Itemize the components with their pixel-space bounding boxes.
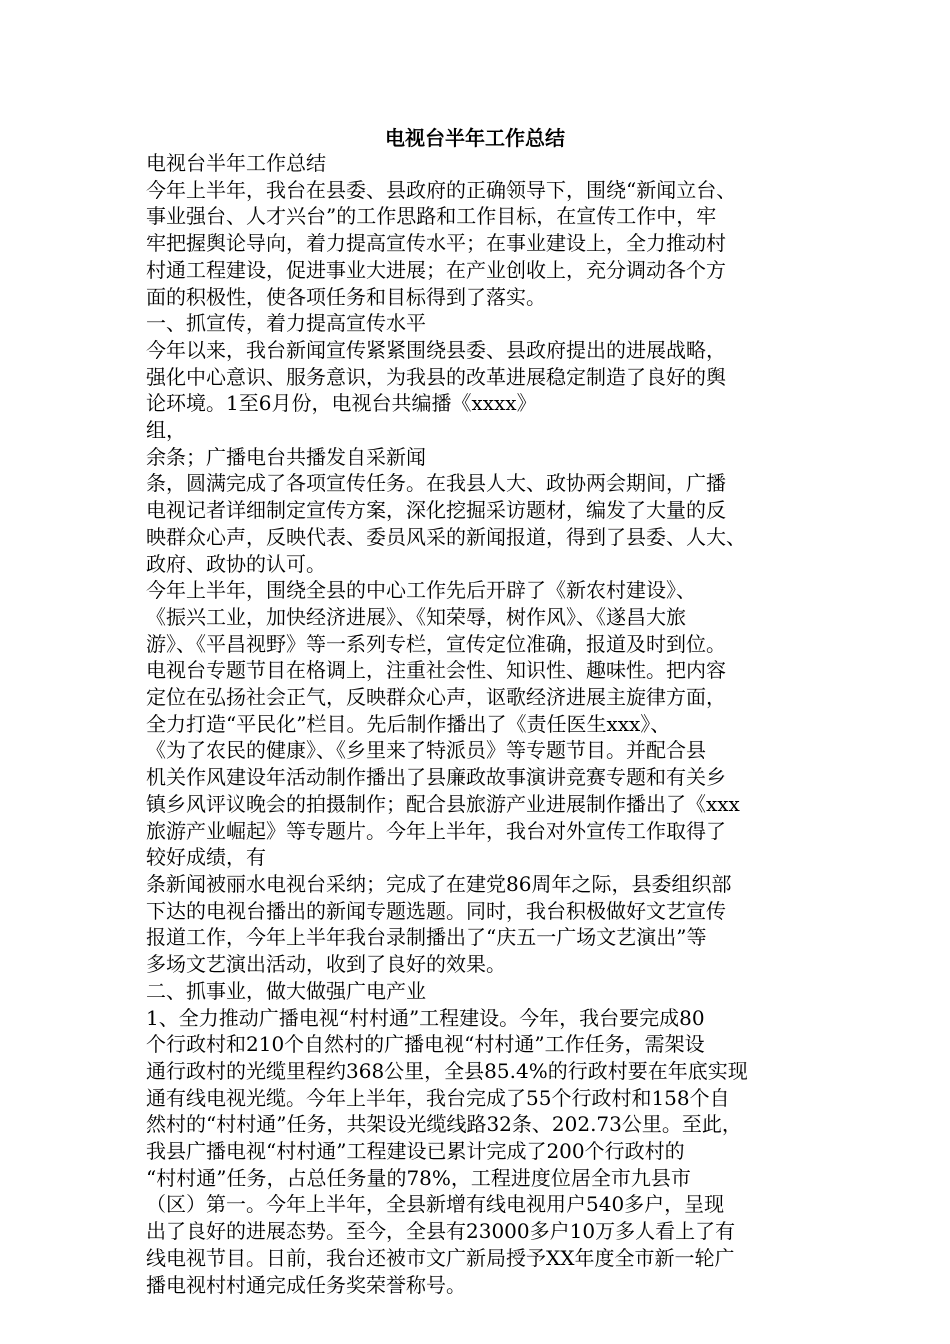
text-line: 今年以来，我台新闻宣传紧紧围绕县委、县政府提出的进展战略，: [146, 337, 726, 362]
text-line: 较好成绩，有: [146, 845, 266, 870]
text-line: 事业强台、人才兴台”的工作思路和工作目标，在宣传工作中，牢: [146, 204, 717, 229]
text-line: 然村的“村村通”任务，共架设光缆线路32条、202.73公里。至此，: [146, 1112, 742, 1137]
paragraph-news-promotion: [146, 337, 826, 417]
paragraph-columns-programs: [146, 577, 826, 871]
text-line: 旅游产业崛起》等专题片。今年上半年，我台对外宣传工作取得了: [146, 818, 726, 843]
text-line: 条新闻被丽水电视台采纳；完成了在建党86周年之际，县委组织部: [146, 871, 732, 896]
paragraph-external-promotion: [146, 871, 826, 978]
text-line: 条，圆满完成了各项宣传任务。在我县人大、政协两会期间，广播: [146, 471, 726, 496]
text-line: 线电视节目。日前，我台还被市文广新局授予XX年度全市新一轮广: [146, 1245, 735, 1270]
text-line: 强化中心意识、服务意识，为我县的改革进展稳定制造了良好的舆: [146, 364, 726, 389]
text-line: 镇乡风评议晚会的拍摄制作；配合县旅游产业进展制作播出了《xxx: [146, 791, 740, 816]
text-line: 下达的电视台播出的新闻专题选题。同时，我台积极做好文艺宣传: [146, 898, 726, 923]
text-line: 个行政村和210个自然村的广播电视“村村通”工作任务，需架设: [146, 1032, 705, 1057]
text-line: 报道工作，今年上半年我台录制播出了“庆五一广场文艺演出”等: [146, 925, 707, 950]
paragraph-intro: [146, 177, 826, 311]
text-line: 多场文艺演出活动，收到了良好的效果。: [146, 952, 506, 977]
text-line: 《为了农民的健康》、《乡里来了特派员》等专题节目。并配合县: [146, 738, 706, 763]
text-line: 机关作风建设年活动制作播出了县廉政故事演讲竞赛专题和有关乡: [146, 765, 726, 790]
document-title: 电视台半年工作总结: [385, 126, 565, 150]
section-heading-2: [146, 978, 826, 1005]
paragraph-fragment-items: [146, 444, 826, 471]
text-line: （区）第一。今年上半年，全县新增有线电视用户540多户，呈现: [146, 1192, 725, 1217]
text-line: 面的积极性，使各项任务和目标得到了落实。: [146, 284, 546, 309]
text-line: 通行政村的光缆里程约368公里，全县85.4%的行政村要在年底实现: [146, 1058, 748, 1083]
text-line: 村通工程建设，促进事业大进展；在产业创收上，充分调动各个方: [146, 257, 726, 282]
text-line: 今年上半年，围绕全县的中心工作先后开辟了《新农村建设》、: [146, 578, 696, 603]
text-line: 映群众心声，反映代表、委员风采的新闻报道，得到了县委、人大、: [146, 524, 746, 549]
document-body: [146, 150, 826, 1298]
text-line: 一、抓宣传，着力提高宣传水平: [146, 311, 426, 336]
paragraph-subtitle: [146, 150, 826, 177]
text-line: 牢把握舆论导向，着力提高宣传水平；在事业建设上，全力推动村: [146, 231, 726, 256]
text-line: 《振兴工业，加快经济进展》、《知荣辱，树作风》、《遂昌大旅: [146, 604, 686, 629]
text-line: 我县广播电视“村村通”工程建设已累计完成了200个行政村的: [146, 1139, 685, 1164]
text-line: 出了良好的进展态势。至今，全县有23000多户10万多人看上了有: [146, 1219, 736, 1244]
paragraph-village-coverage: [146, 1005, 826, 1299]
paragraph-fragment-groups: [146, 417, 826, 444]
text-line: 电视台半年工作总结: [146, 151, 326, 175]
text-line: 二、抓事业，做大做强广电产业: [146, 978, 426, 1003]
text-line: 通有线电视光缆。今年上半年，我台完成了55个行政村和158个自: [146, 1085, 730, 1110]
text-line: 余条；广播电台共播发自采新闻: [146, 444, 426, 469]
text-line: 论环境。1至6月份，电视台共编播《xxxx》: [146, 391, 537, 416]
text-line: 游》、《平昌视野》等一系列专栏，宣传定位准确，报道及时到位。: [146, 631, 726, 656]
section-heading-1: [146, 310, 826, 337]
text-line: 电视台专题节目在格调上，注重社会性、知识性、趣味性。把内容: [146, 658, 726, 683]
text-line: 今年上半年，我台在县委、县政府的正确领导下，围绕“新闻立台、: [146, 177, 737, 202]
paragraph-two-sessions: [146, 470, 826, 577]
text-line: 定位在弘扬社会正气，反映群众心声，讴歌经济进展主旋律方面，: [146, 685, 726, 710]
text-line: 1、全力推动广播电视“村村通”工程建设。今年，我台要完成80: [146, 1005, 705, 1030]
text-line: “村村通”任务，占总任务量的78%，工程进度位居全市九县市: [146, 1165, 691, 1190]
text-line: 播电视村村通完成任务奖荣誉称号。: [146, 1272, 466, 1297]
text-line: 全力打造“平民化”栏目。先后制作播出了《责任医生xxx》、: [146, 711, 671, 736]
text-line: 组，: [146, 418, 186, 443]
text-line: 电视记者详细制定宣传方案，深化挖掘采访题材，编发了大量的反: [146, 498, 726, 523]
text-line: 政府、政协的认可。: [146, 551, 326, 576]
